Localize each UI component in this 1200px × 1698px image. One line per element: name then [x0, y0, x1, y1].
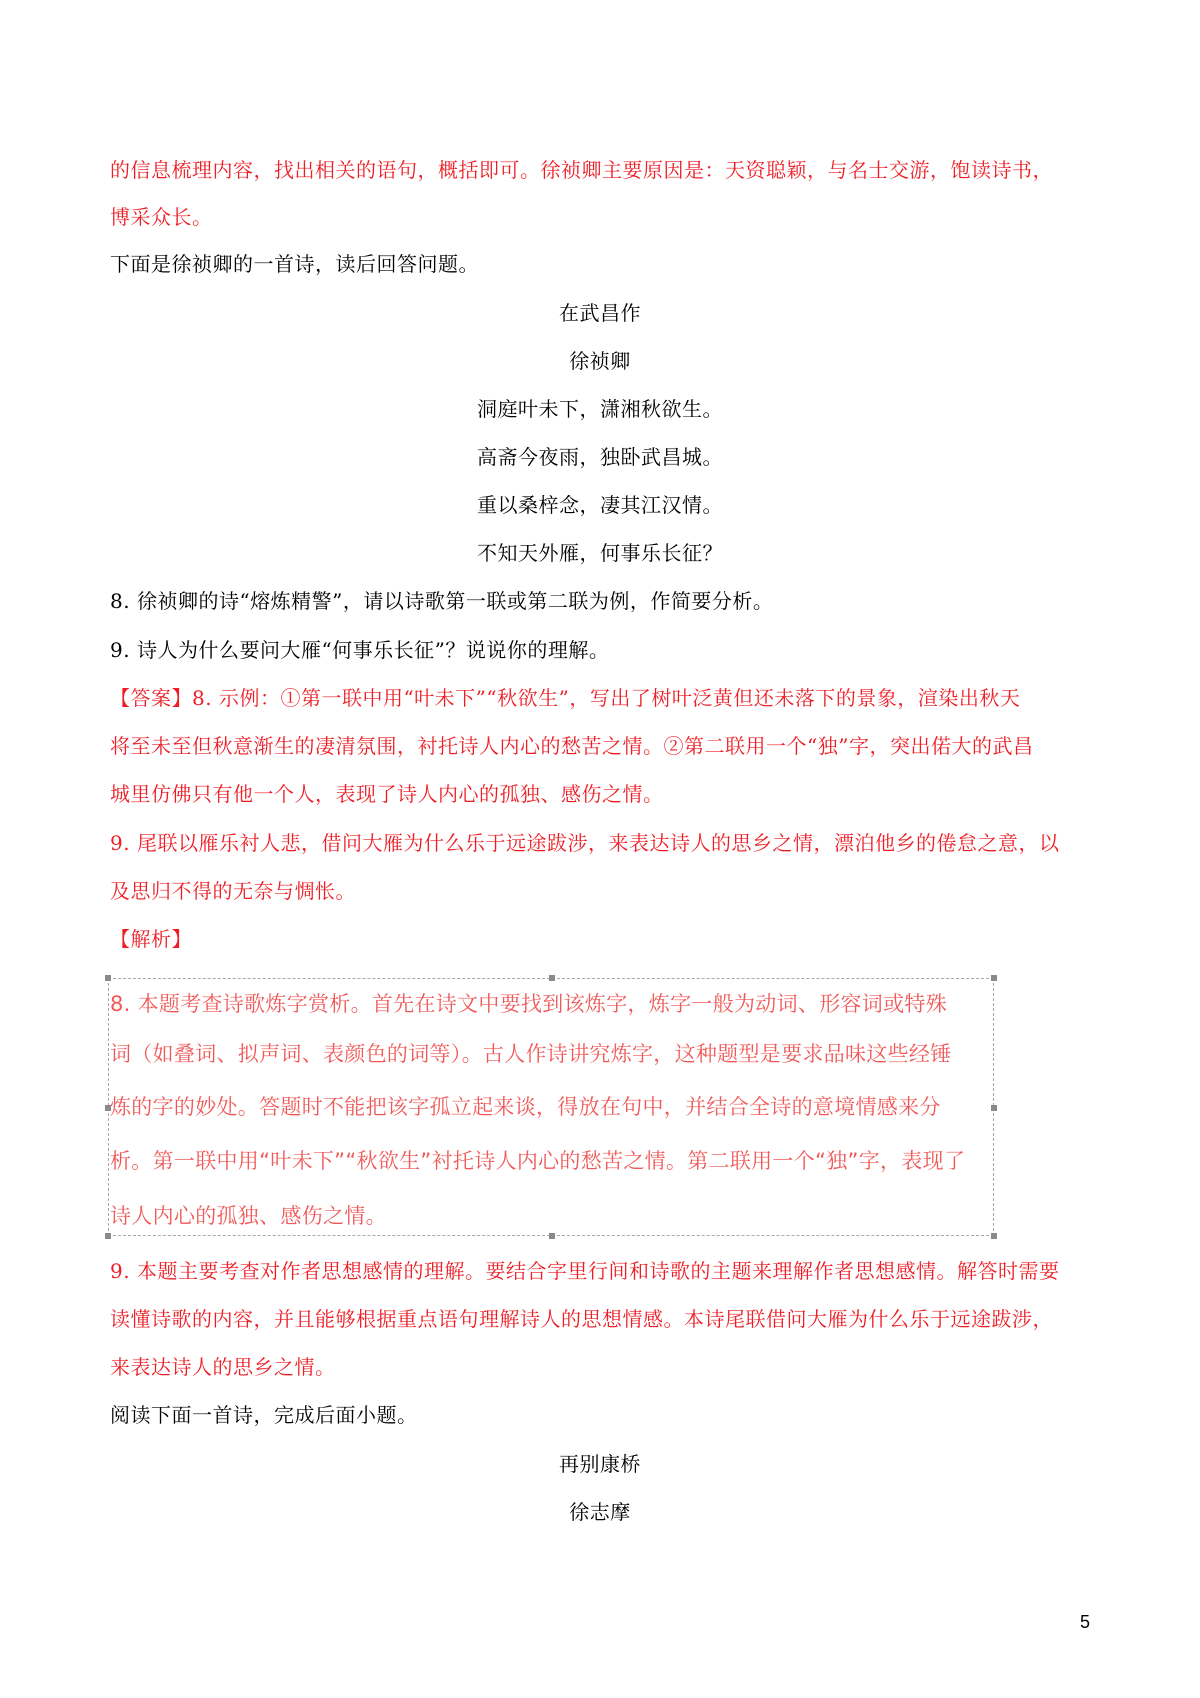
analysis-box-line: 炼的字的妙处。答题时不能把该字孤立起来谈，得放在句中，并结合全诗的意境情感来分 [110, 1095, 941, 1119]
analysis-line: 读懂诗歌的内容，并且能够根据重点语句理解诗人的思想情感。本诗尾联借问大雁为什么乐于远途跋涉， [110, 1307, 1053, 1331]
answer-line: 将至未至但秋意渐生的凄清氛围，衬托诗人内心的愁苦之情。②第二联用一个“独”字，突出偌大的武昌 [110, 734, 1034, 758]
poem-verse: 高斋今夜雨，独卧武昌城。 [477, 445, 723, 469]
reading-instruction: 阅读下面一首诗，完成后面小题。 [110, 1403, 418, 1427]
poem-verse: 重以桑梓念，凄其江汉情。 [477, 493, 723, 517]
resize-handle[interactable] [105, 975, 111, 981]
answer-line: 【答案】8. 示例：①第一联中用“叶未下”“秋欲生”，写出了树叶泛黄但还未落下的景象，渲染出秋天 [110, 686, 1021, 710]
answer-line: 城里仿佛只有他一个人，表现了诗人内心的孤独、感伤之情。 [110, 782, 664, 806]
poem-author: 徐祯卿 [569, 349, 631, 373]
analysis-box-line: 词（如叠词、拟声词、表颜色的词等）。古人作诗讲究炼字，这种题型是要求品味这些经锤 [110, 1042, 952, 1066]
poem-author: 徐志摩 [569, 1500, 631, 1524]
analysis-box-line: 诗人内心的孤独、感伤之情。 [110, 1204, 387, 1228]
answer-line: 及思归不得的无奈与惆怅。 [110, 879, 356, 903]
resize-handle[interactable] [105, 1233, 111, 1239]
analysis-line: 9. 本题主要考查对作者思想感情的理解。要结合字里行间和诗歌的主题来理解作者思想感情。解答时需要 [110, 1259, 1060, 1283]
poem-title: 再别康桥 [559, 1452, 641, 1476]
paragraph-line: 博采众长。 [110, 205, 213, 229]
paragraph-line: 的信息梳理内容，找出相关的语句，概括即可。徐祯卿主要原因是：天资聪颖，与名士交游，饱读诗书， [110, 158, 1053, 182]
intro-line: 下面是徐祯卿的一首诗，读后回答问题。 [110, 252, 479, 276]
poem-verse: 洞庭叶未下，潇湘秋欲生。 [477, 397, 723, 421]
poem-title: 在武昌作 [559, 301, 641, 325]
analysis-label: 【解析】 [110, 927, 192, 951]
analysis-box-line: 析。第一联中用“叶未下”“秋欲生”衬托诗人内心的愁苦之情。第二联用一个“独”字，表现了 [110, 1149, 966, 1173]
question-9: 9. 诗人为什么要问大雁“何事乐长征”？说说你的理解。 [110, 638, 610, 662]
analysis-line: 来表达诗人的思乡之情。 [110, 1355, 336, 1379]
page-number: 5 [1080, 1612, 1091, 1632]
resize-handle[interactable] [549, 975, 555, 981]
resize-handle[interactable] [991, 975, 997, 981]
question-8: 8. 徐祯卿的诗“熔炼精警”，请以诗歌第一联或第二联为例，作简要分析。 [110, 589, 774, 613]
poem-verse: 不知天外雁，何事乐长征？ [477, 541, 723, 565]
answer-line: 9. 尾联以雁乐衬人悲，借问大雁为什么乐于远途跋涉，来表达诗人的思乡之情，漂泊他乡的倦怠之意，以 [110, 831, 1060, 855]
resize-handle[interactable] [549, 1233, 555, 1239]
resize-handle[interactable] [991, 1233, 997, 1239]
analysis-box-line: 8. 本题考查诗歌炼字赏析。首先在诗文中要找到该炼字，炼字一般为动词、形容词或特殊 [110, 992, 948, 1016]
